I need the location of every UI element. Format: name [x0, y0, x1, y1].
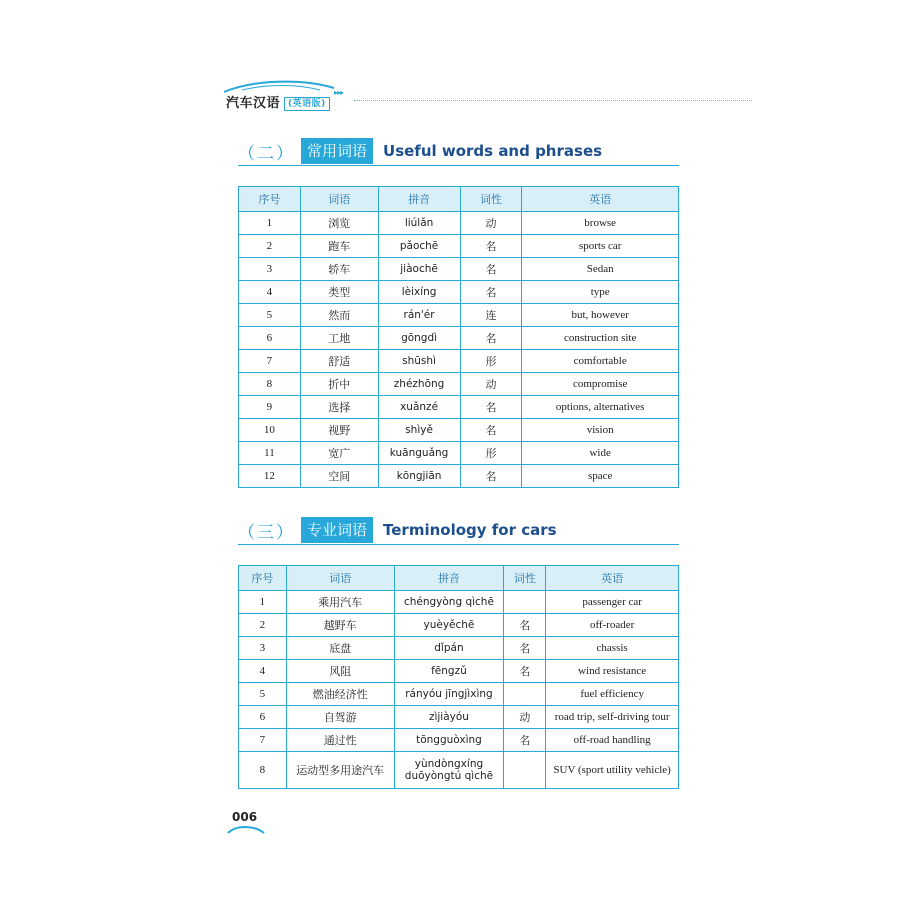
part-of-speech-cell: 名: [460, 396, 522, 419]
part-of-speech-cell: 名: [460, 327, 522, 350]
row-number: 8: [239, 373, 301, 396]
english-cell: type: [522, 281, 679, 304]
word-cell: 自驾游: [286, 706, 394, 729]
table-header-row: [239, 566, 679, 591]
table-row: [239, 258, 679, 281]
english-cell: compromise: [522, 373, 679, 396]
word-cell: 底盘: [286, 637, 394, 660]
row-number: 3: [239, 637, 287, 660]
row-number: 1: [239, 212, 301, 235]
section-title-terminology: [238, 517, 557, 543]
column-header: 英语: [546, 566, 679, 591]
row-number: 4: [239, 281, 301, 304]
part-of-speech-cell: 名: [460, 465, 522, 488]
part-of-speech-cell: 名: [504, 637, 546, 660]
part-of-speech-cell: 名: [504, 729, 546, 752]
pinyin-cell: gōngdì: [378, 327, 460, 350]
row-number: 6: [239, 327, 301, 350]
english-cell: vision: [522, 419, 679, 442]
table-row: [239, 729, 679, 752]
english-cell: sports car: [522, 235, 679, 258]
pinyin-cell: jiàochē: [378, 258, 460, 281]
table-row: [239, 396, 679, 419]
word-cell: 工地: [300, 327, 378, 350]
part-of-speech-cell: 动: [504, 706, 546, 729]
word-cell: 浏览: [300, 212, 378, 235]
word-cell: 运动型多用途汽车: [286, 752, 394, 789]
column-header: 序号: [239, 187, 301, 212]
english-cell: passenger car: [546, 591, 679, 614]
table-row: [239, 683, 679, 706]
word-cell: 类型: [300, 281, 378, 304]
part-of-speech-cell: 动: [460, 373, 522, 396]
english-cell: fuel efficiency: [546, 683, 679, 706]
table-row: [239, 419, 679, 442]
arrows-icon: ▸▸▸: [334, 88, 344, 97]
pinyin-cell: liúlǎn: [378, 212, 460, 235]
section-title-en: Useful words and phrases: [383, 142, 603, 160]
word-cell: 舒适: [300, 350, 378, 373]
word-cell: 然而: [300, 304, 378, 327]
column-header: 词性: [460, 187, 522, 212]
word-cell: 越野车: [286, 614, 394, 637]
pinyin-cell: yuèyěchē: [394, 614, 504, 637]
table-row: [239, 591, 679, 614]
part-of-speech-cell: 名: [460, 258, 522, 281]
useful-words-table: [238, 186, 679, 488]
part-of-speech-cell: 名: [504, 614, 546, 637]
english-cell: space: [522, 465, 679, 488]
table-row: [239, 235, 679, 258]
table-row: [239, 304, 679, 327]
english-cell: wide: [522, 442, 679, 465]
column-header: 词语: [300, 187, 378, 212]
english-cell: road trip, self-driving tour: [546, 706, 679, 729]
pinyin-cell: zìjiàyóu: [394, 706, 504, 729]
row-number: 1: [239, 591, 287, 614]
row-number: 8: [239, 752, 287, 789]
table-row: [239, 373, 679, 396]
row-number: 9: [239, 396, 301, 419]
pinyin-cell: fēngzǔ: [394, 660, 504, 683]
book-title: 汽车汉语 (英语版): [226, 92, 330, 111]
english-cell: options, alternatives: [522, 396, 679, 419]
pinyin-cell: kōngjiān: [378, 465, 460, 488]
table-row: [239, 637, 679, 660]
table-row: [239, 465, 679, 488]
part-of-speech-cell: 名: [460, 419, 522, 442]
pinyin-cell: rányóu jīngjìxìng: [394, 683, 504, 706]
pinyin-cell: tōngguòxìng: [394, 729, 504, 752]
section-number: （二）: [238, 143, 295, 164]
row-number: 7: [239, 350, 301, 373]
row-number: 11: [239, 442, 301, 465]
part-of-speech-cell: 形: [460, 350, 522, 373]
word-cell: 燃油经济性: [286, 683, 394, 706]
section-rule: [238, 165, 679, 166]
column-header: 词性: [504, 566, 546, 591]
table-row: [239, 706, 679, 729]
part-of-speech-cell: 连: [460, 304, 522, 327]
column-header: 拼音: [394, 566, 504, 591]
section-rule: [238, 544, 679, 545]
english-cell: comfortable: [522, 350, 679, 373]
word-cell: 宽广: [300, 442, 378, 465]
section-title-en: Terminology for cars: [383, 521, 557, 539]
terminology-table: [238, 565, 679, 789]
table-row: [239, 212, 679, 235]
english-cell: wind resistance: [546, 660, 679, 683]
english-cell: but, however: [522, 304, 679, 327]
word-cell: 空间: [300, 465, 378, 488]
section-title-useful-words: [238, 138, 602, 164]
row-number: 2: [239, 235, 301, 258]
part-of-speech-cell: 形: [460, 442, 522, 465]
pinyin-cell: xuǎnzé: [378, 396, 460, 419]
pinyin-cell: chéngyòng qìchē: [394, 591, 504, 614]
page-header: [222, 78, 752, 118]
page-number-arc-icon: [226, 824, 266, 834]
english-cell: SUV (sport utility vehicle): [546, 752, 679, 789]
section-number: （三）: [238, 522, 295, 543]
pinyin-cell: shìyě: [378, 419, 460, 442]
page-number: 006: [232, 810, 258, 824]
word-cell: 风阻: [286, 660, 394, 683]
row-number: 12: [239, 465, 301, 488]
part-of-speech-cell: 名: [460, 235, 522, 258]
row-number: 2: [239, 614, 287, 637]
part-of-speech-cell: 名: [504, 660, 546, 683]
pinyin-cell: pǎochē: [378, 235, 460, 258]
pinyin-cell: shūshì: [378, 350, 460, 373]
column-header: 序号: [239, 566, 287, 591]
row-number: 5: [239, 304, 301, 327]
english-cell: Sedan: [522, 258, 679, 281]
word-cell: 选择: [300, 396, 378, 419]
table-header-row: [239, 187, 679, 212]
column-header: 词语: [286, 566, 394, 591]
row-number: 5: [239, 683, 287, 706]
word-cell: 视野: [300, 419, 378, 442]
english-cell: construction site: [522, 327, 679, 350]
row-number: 10: [239, 419, 301, 442]
pinyin-cell: zhézhōng: [378, 373, 460, 396]
part-of-speech-cell: 动: [460, 212, 522, 235]
word-cell: 乘用汽车: [286, 591, 394, 614]
english-cell: browse: [522, 212, 679, 235]
section-title-zh: 常用词语: [301, 138, 373, 164]
table-row: [239, 614, 679, 637]
pinyin-cell: dǐpán: [394, 637, 504, 660]
part-of-speech-cell: [504, 752, 546, 789]
word-cell: 通过性: [286, 729, 394, 752]
table-row: [239, 752, 679, 789]
pinyin-cell: rán'ér: [378, 304, 460, 327]
row-number: 3: [239, 258, 301, 281]
header-divider: [354, 100, 752, 101]
part-of-speech-cell: 名: [460, 281, 522, 304]
table-row: [239, 660, 679, 683]
english-cell: off-road handling: [546, 729, 679, 752]
table-row: [239, 281, 679, 304]
column-header: 拼音: [378, 187, 460, 212]
part-of-speech-cell: [504, 591, 546, 614]
table-row: [239, 442, 679, 465]
pinyin-cell: yùndòngxíng duōyòngtú qìchē: [394, 752, 504, 789]
word-cell: 轿车: [300, 258, 378, 281]
pinyin-cell: lèixíng: [378, 281, 460, 304]
word-cell: 折中: [300, 373, 378, 396]
part-of-speech-cell: [504, 683, 546, 706]
column-header: 英语: [522, 187, 679, 212]
english-cell: chassis: [546, 637, 679, 660]
row-number: 6: [239, 706, 287, 729]
row-number: 7: [239, 729, 287, 752]
section-title-zh: 专业词语: [301, 517, 373, 543]
pinyin-cell: kuānguǎng: [378, 442, 460, 465]
row-number: 4: [239, 660, 287, 683]
english-cell: off-roader: [546, 614, 679, 637]
word-cell: 跑车: [300, 235, 378, 258]
book-subtitle: (英语版): [284, 97, 330, 111]
table-row: [239, 327, 679, 350]
table-row: [239, 350, 679, 373]
